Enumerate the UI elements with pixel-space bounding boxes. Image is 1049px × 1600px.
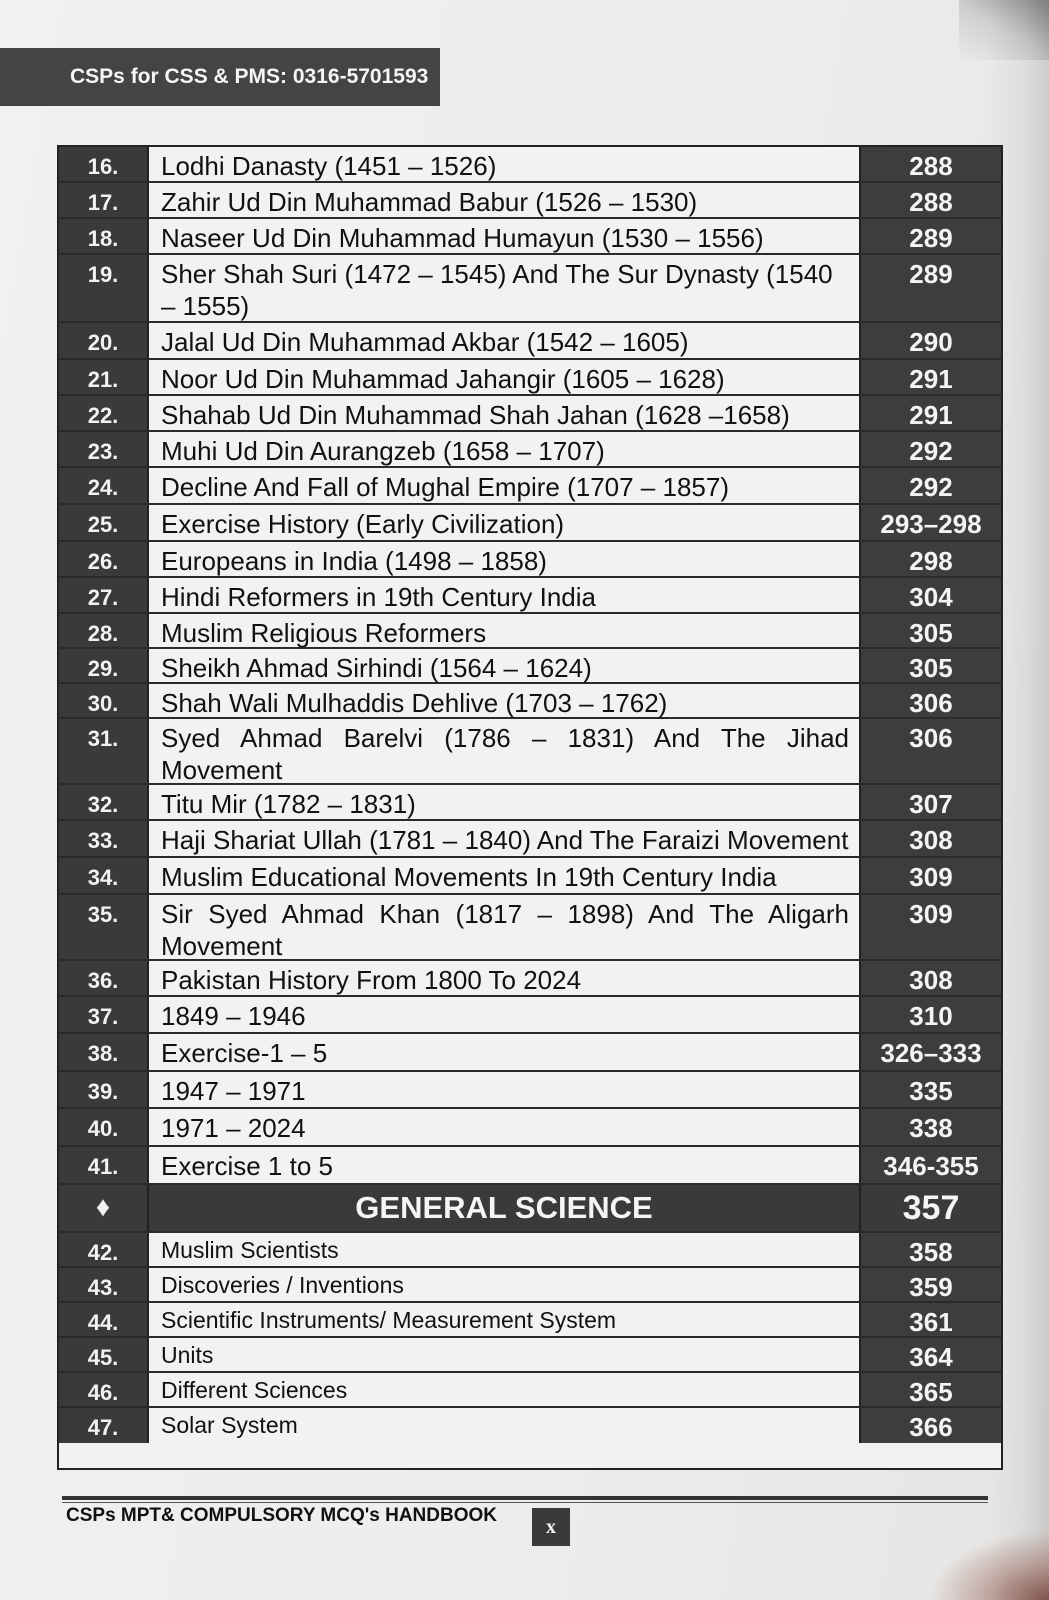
row-number: 42. [59,1233,147,1266]
table-row [59,961,1001,997]
row-title: Exercise 1 to 5 [147,1147,861,1183]
row-number: 31. [59,719,147,783]
section-header-general-science [59,1185,1001,1233]
table-row [59,895,1001,961]
row-number: 35. [59,895,147,959]
row-number: 22. [59,396,147,430]
row-number: 40. [59,1109,147,1145]
table-row [59,505,1001,542]
table-row [59,360,1001,396]
table-of-contents [57,145,1003,1470]
row-number: 44. [59,1303,147,1336]
row-page: 307 [861,785,1001,819]
row-number: 41. [59,1147,147,1183]
row-page: 288 [861,147,1001,181]
row-title: Noor Ud Din Muhammad Jahangir (1605 – 1628) [147,360,861,394]
row-title: Sher Shah Suri (1472 – 1545) And The Sur Dynasty (1540 – 1555) [147,255,861,321]
row-number: 26. [59,542,147,576]
table-row [59,323,1001,360]
row-page: 304 [861,578,1001,612]
row-number: 17. [59,183,147,217]
row-title: Europeans in India (1498 – 1858) [147,542,861,576]
row-title: Titu Mir (1782 – 1831) [147,785,861,819]
row-number: 39. [59,1072,147,1107]
row-page: 293–298 [861,505,1001,540]
table-row [59,1147,1001,1185]
row-number: 36. [59,961,147,995]
table-row [59,1268,1001,1303]
row-number: 20. [59,323,147,358]
row-title: Shah Wali Mulhaddis Dehlive (1703 – 1762) [147,684,861,717]
header-band: CSPs for CSS & PMS: 0316-5701593 [0,48,440,106]
table-row [59,649,1001,684]
row-title: 1947 – 1971 [147,1072,861,1107]
table-row [59,219,1001,255]
row-number: 24. [59,468,147,503]
table-row [59,432,1001,468]
row-number: 33. [59,821,147,856]
row-number: 27. [59,578,147,612]
row-title: Lodhi Danasty (1451 – 1526) [147,147,861,181]
row-title: 1849 – 1946 [147,997,861,1032]
row-number: 21. [59,360,147,394]
table-row [59,858,1001,895]
footer-rule [62,1496,988,1500]
table-row [59,542,1001,578]
row-number: 16. [59,147,147,181]
table-row [59,997,1001,1034]
table-row [59,684,1001,719]
row-number: 37. [59,997,147,1032]
row-page: 308 [861,821,1001,856]
row-title: Sheikh Ahmad Sirhindi (1564 – 1624) [147,649,861,682]
table-row [59,785,1001,821]
row-page: 290 [861,323,1001,358]
row-title: Muslim Religious Reformers [147,614,861,647]
row-page: 359 [861,1268,1001,1301]
footer-rule-thin [62,1502,988,1503]
table-row [59,1034,1001,1072]
row-page: 305 [861,614,1001,647]
row-number: 34. [59,858,147,893]
row-title: Discoveries / Inventions [147,1268,861,1301]
row-page: 366 [861,1408,1001,1443]
row-title: Exercise History (Early Civilization) [147,505,861,540]
table-row [59,396,1001,432]
row-number: 46. [59,1373,147,1406]
row-title: Muslim Educational Movements In 19th Century India [147,858,861,893]
row-title: Zahir Ud Din Muhammad Babur (1526 – 1530) [147,183,861,217]
table-row [59,183,1001,219]
row-title: Muslim Scientists [147,1233,861,1266]
table-row [59,578,1001,614]
row-page: 309 [861,858,1001,893]
row-number: 18. [59,219,147,253]
row-page: 306 [861,684,1001,717]
row-page: 308 [861,961,1001,995]
table-row [59,1072,1001,1109]
row-title: Units [147,1338,861,1371]
row-number: 43. [59,1268,147,1301]
row-title: Exercise-1 – 5 [147,1034,861,1070]
row-number: 19. [59,255,147,321]
row-title: Naseer Ud Din Muhammad Humayun (1530 – 1556) [147,219,861,253]
row-number: 25. [59,505,147,540]
row-title: Decline And Fall of Mughal Empire (1707 – 1857) [147,468,861,503]
table-row [59,1109,1001,1147]
row-page: 292 [861,468,1001,503]
row-page: 309 [861,895,1001,959]
row-page: 326–333 [861,1034,1001,1070]
row-title: Solar System [147,1408,861,1443]
row-page: 361 [861,1303,1001,1336]
row-number: 23. [59,432,147,466]
table-row [59,1233,1001,1268]
footer-page-number: x [532,1508,570,1546]
row-title: Sir Syed Ahmad Khan (1817 – 1898) And The Aligarh Movement [147,895,861,959]
row-page: 298 [861,542,1001,576]
row-page: 335 [861,1072,1001,1107]
row-title: Syed Ahmad Barelvi (1786 – 1831) And The Jihad Movement [147,719,861,783]
row-page: 288 [861,183,1001,217]
row-page: 305 [861,649,1001,682]
row-page: 364 [861,1338,1001,1371]
table-row [59,147,1001,183]
table-row [59,821,1001,858]
row-title: Different Sciences [147,1373,861,1406]
row-number: 45. [59,1338,147,1371]
row-page: 289 [861,219,1001,253]
row-number: 30. [59,684,147,717]
row-number: 28. [59,614,147,647]
row-page: 292 [861,432,1001,466]
table-row [59,1303,1001,1338]
row-title: Pakistan History From 1800 To 2024 [147,961,861,995]
section-page: 357 [902,1189,960,1227]
row-number: 32. [59,785,147,819]
table-row [59,255,1001,323]
row-page: 291 [861,360,1001,394]
diamond-bullet-icon: ♦ [59,1185,147,1231]
table-row [59,1373,1001,1408]
section-title: GENERAL SCIENCE [147,1185,861,1231]
row-page: 310 [861,997,1001,1032]
row-number: 38. [59,1034,147,1070]
row-page: 346-355 [861,1147,1001,1183]
row-title: Scientific Instruments/ Measurement System [147,1303,861,1336]
row-page: 365 [861,1373,1001,1406]
row-page: 289 [861,255,1001,321]
table-row [59,614,1001,649]
table-row [59,719,1001,785]
row-title: Muhi Ud Din Aurangzeb (1658 – 1707) [147,432,861,466]
table-row [59,1408,1001,1443]
finger-shadow [929,1530,1049,1600]
row-title: Haji Shariat Ullah (1781 – 1840) And The Faraizi Movement [147,821,861,856]
row-title: Hindi Reformers in 19th Century India [147,578,861,612]
row-page: 358 [861,1233,1001,1266]
row-title: Jalal Ud Din Muhammad Akbar (1542 – 1605) [147,323,861,358]
row-title: Shahab Ud Din Muhammad Shah Jahan (1628 –1658) [147,396,861,430]
footer-title: CSPs MPT& COMPULSORY MCQ's HANDBOOK [66,1505,497,1526]
row-title: 1971 – 2024 [147,1109,861,1145]
table-row [59,468,1001,505]
row-number: 47. [59,1408,147,1443]
row-page: 306 [861,719,1001,783]
row-page: 291 [861,396,1001,430]
row-page: 338 [861,1109,1001,1145]
row-number: 29. [59,649,147,682]
table-row [59,1338,1001,1373]
